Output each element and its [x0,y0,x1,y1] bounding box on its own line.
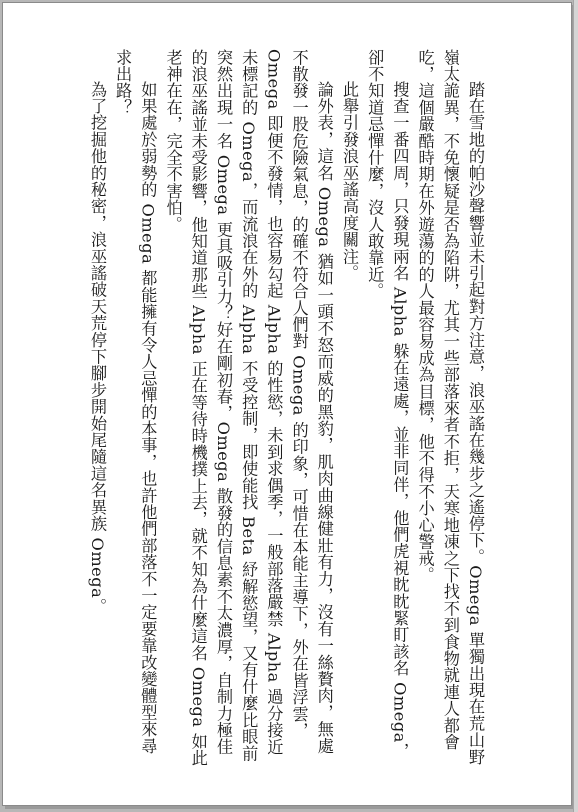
paragraph-6: 為了挖掘他的秘密，浪巫謠破天荒停下腳步開始尾隨這名異族 Omega。 [87,81,107,616]
paragraph-2: 搜查一番四周，只發現兩名 Alpha 躲在遠處，並非同伴，他們虎視眈眈緊盯該名 Omega，卻不知道忌憚什麼，沒人敢靠近。 [365,49,410,760]
paragraph-5: 如果處於弱勢的 Omega 都能擁有令人忌憚的本事，也許他們部落不一定要靠改變體型來尋求出路？ [113,49,158,755]
window-scroll-edge[interactable] [573,0,578,812]
paragraph-4: 論外表，這名 Omega 猶如一頭不怒而威的黑豹，肌肉曲線健壯有力，沒有一絲贅肉，無處不散發一股危險氣息，的確不符合人們對 Omega 的印象，可惜在本能主導下，外在皆浮雲，Omega 即便不發情，也容易勾起 Alpha 的性慾，未到求偶季，一般部落嚴禁 Alpha 過分接近未標記的 Omega，而流浪在外的 Alpha 不受控制，即使能找 Beta 紓解慾望，又有什麼比眼前突然出現一名 Omega 更具吸引力？好在剛初春，Omega 散發的信息素不太濃厚，自制力極佳的浪巫謠並未受影響，他知道那些 Alpha 正在等待時機撲上去，就不知為什麼這名 Omega 如此老神在在，完全不害怕。 [163,49,334,767]
document-page [2,2,572,806]
paragraph-1: 踏在雪地的帕沙聲響並未引起對方注意，浪巫謠在幾步之遙停下。Omega 單獨出現在荒山野嶺太詭異，不免懷疑是否為陷阱，尤其一些部落來者不拒，天寒地凍之下找不到食物就連人都會吃，這個嚴酷時期在外遊蕩的的人最容易成為目標，他不得不小心警戒。 [415,49,485,766]
vertical-text-body [85,49,488,769]
paragraph-3: 此舉引發浪巫謠高度關注。 [339,81,359,282]
